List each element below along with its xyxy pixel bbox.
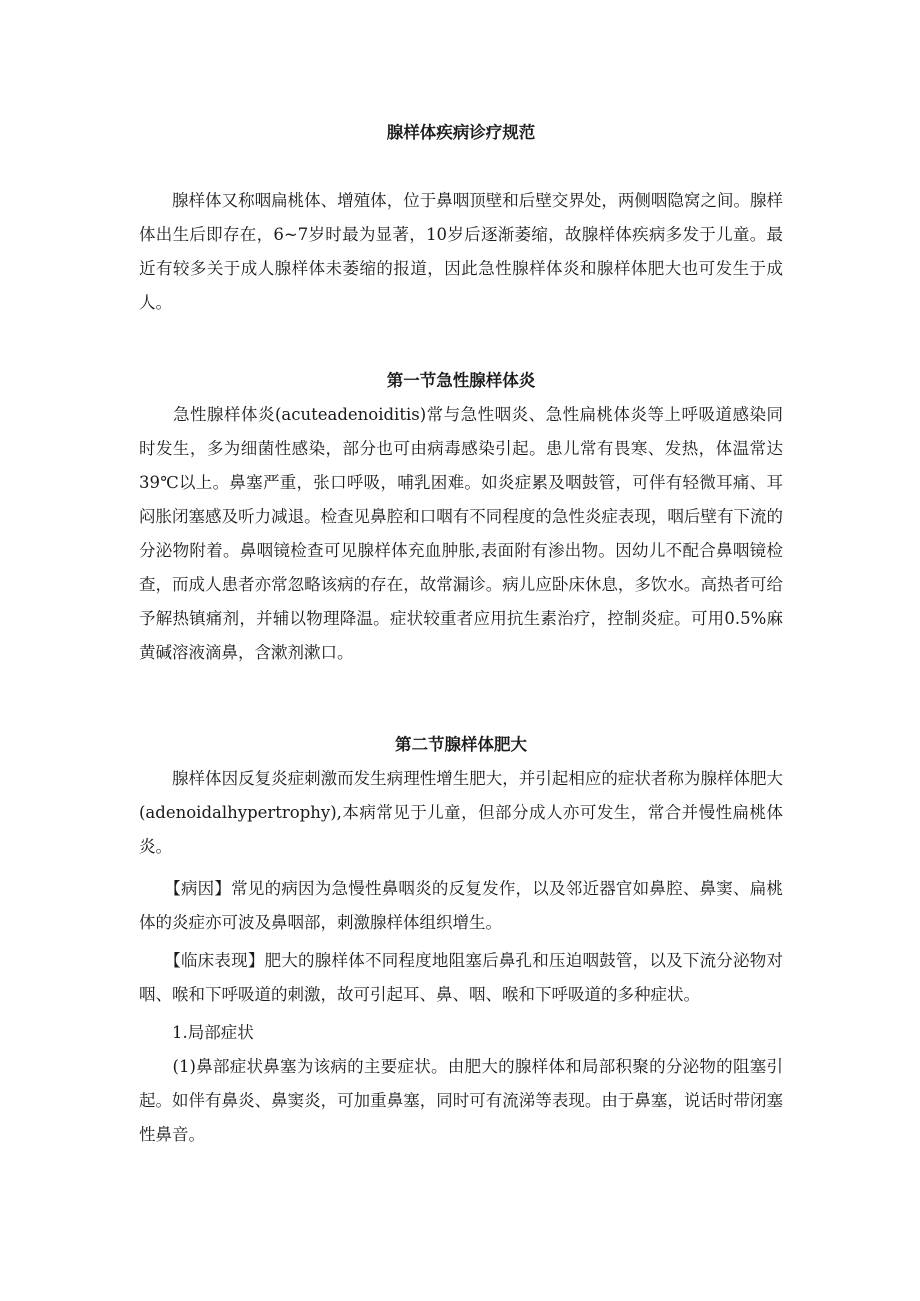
section2-paragraph-clinical: 【临床表现】肥大的腺样体不同程度地阻塞后鼻孔和压迫咽鼓管，以及下流分泌物对咽、喉和下呼吸道的刺激，故可引起耳、鼻、咽、喉和下呼吸道的多种症状。 [139,951,783,1004]
section2-paragraph-1: 腺样体因反复炎症刺激而发生病理性增生肥大，并引起相应的症状者称为腺样体肥大(adenoidalhypertrophy),本病常见于儿童，但部分成人亦可发生，常合并慢性扁桃体炎。 [139,769,783,856]
section2-paragraph-cause: 【病因】常见的病因为急慢性鼻咽炎的反复发作，以及邻近器官如鼻腔、鼻窦、扁桃体的炎症亦可波及鼻咽部，刺激腺样体组织增生。 [139,879,783,932]
section1-heading: 第一节急性腺样体炎 [386,371,536,390]
intro-paragraph: 腺样体又称咽扁桃体、增殖体，位于鼻咽顶壁和后壁交界处，两侧咽隐窝之间。腺样体出生后即存在，6~7岁时最为显著，10岁后逐渐萎缩，故腺样体疾病多发于儿童。最近有较多关于成人腺样体未萎缩的报道，因此急性腺样体炎和腺样体肥大也可发生于成人。 [139,191,783,312]
document-title: 腺样体疾病诊疗规范 [386,123,536,142]
section2-heading: 第二节腺样体肥大 [395,735,527,754]
section2-item-nasal-symptoms: (1)鼻部症状鼻塞为该病的主要症状。由肥大的腺样体和局部积聚的分泌物的阻塞引起。如伴有鼻炎、鼻窦炎，可加重鼻塞，同时可有流涕等表现。由于鼻塞，说话时带闭塞性鼻音。 [139,1057,783,1144]
section2-item-local-symptoms: 1.局部症状 [139,1023,254,1042]
section1-paragraph: 急性腺样体炎(acuteadenoiditis)常与急性咽炎、急性扁桃体炎等上呼吸道感染同时发生，多为细菌性感染，部分也可由病毒感染引起。患儿常有畏寒、发热，体温常达39℃以上。鼻塞严重，张口呼吸，哺乳困难。如炎症累及咽鼓管，可伴有轻微耳痛、耳闷胀闭塞感及听力减退。检查见鼻腔和口咽有不同程度的急性炎症表现，咽后壁有下流的分泌物附着。鼻咽镜检查可见腺样体充血肿胀,表面附有渗出物。因幼儿不配合鼻咽镜检查，而成人患者亦常忽略该病的存在，故常漏诊。病儿应卧床休息，多饮水。高热者可给予解热镇痛剂，并辅以物理降温。症状较重者应用抗生素治疗，控制炎症。可用0.5%麻黄碱溶液滴鼻，含漱剂漱口。 [139,405,783,662]
